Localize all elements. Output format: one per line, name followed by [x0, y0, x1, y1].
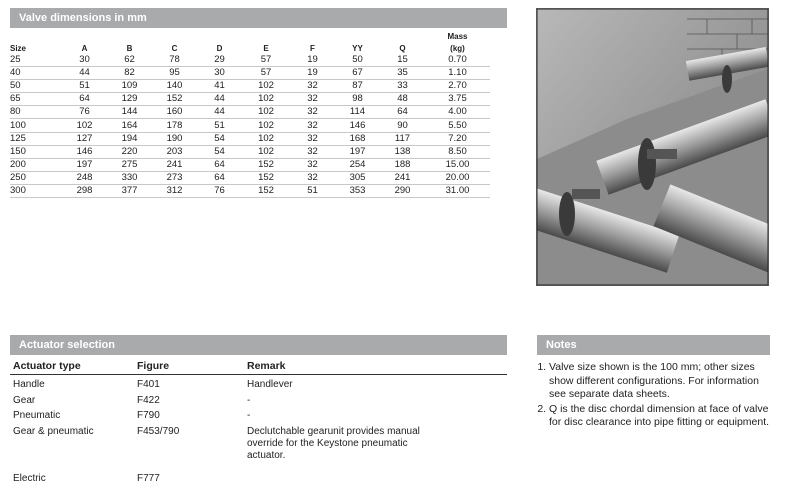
table-cell: 330 [121, 171, 138, 183]
table-cell: 32 [307, 119, 318, 131]
table-cell: 64 [397, 106, 408, 118]
table-cell: 353 [349, 184, 366, 196]
table-cell: 35 [397, 67, 408, 79]
mass-header-row [10, 30, 490, 42]
valve-installation-photo [536, 8, 769, 286]
actuator-figure: F777 [137, 473, 160, 484]
table-cell: 117 [394, 132, 411, 144]
table-cell: 248 [76, 171, 93, 183]
table-cell: 40 [10, 67, 21, 79]
table-cell: 241 [394, 171, 411, 183]
column-header-yy: YY [352, 43, 363, 53]
table-row [10, 171, 490, 184]
actuator-type: Gear [13, 395, 36, 406]
table-cell: 30 [214, 67, 225, 79]
table-cell: 65 [10, 93, 21, 105]
table-cell: 44 [79, 67, 90, 79]
table-cell: 95 [169, 67, 180, 79]
valve-photo-illustration [537, 9, 768, 285]
table-cell: 44 [214, 106, 225, 118]
table-cell: 152 [166, 93, 183, 105]
table-cell: 32 [307, 171, 318, 183]
table-cell: 64 [79, 93, 90, 105]
table-cell: 144 [121, 106, 138, 118]
table-cell: 190 [166, 132, 183, 144]
table-cell: 275 [121, 158, 138, 170]
table-row [10, 80, 490, 93]
table-cell: 32 [307, 158, 318, 170]
column-header-mass: (kg) [450, 43, 465, 53]
table-cell: 188 [394, 158, 411, 170]
actuator-remark: Handlever [247, 379, 293, 390]
actuator-type: Electric [13, 473, 46, 484]
table-cell: 82 [124, 67, 135, 79]
actuator-header-rule [10, 374, 507, 375]
table-cell: 102 [258, 145, 274, 157]
table-cell: 109 [121, 80, 138, 92]
table-cell: 114 [349, 106, 366, 118]
table-cell: 90 [397, 119, 408, 131]
table-cell: 20.00 [445, 171, 470, 183]
table-cell: 32 [307, 80, 318, 92]
column-header-row [10, 42, 490, 54]
table-cell: 15.00 [445, 158, 470, 170]
actuator-remark: Declutchable gearunit provides manual override for the Keystone pneumatic actuator. [247, 426, 420, 461]
actuator-type: Gear & pneumatic [13, 426, 94, 437]
table-cell: 152 [258, 184, 274, 196]
column-header-f: F [310, 43, 315, 53]
table-cell: 32 [307, 145, 318, 157]
table-cell: 298 [76, 184, 93, 196]
actuator-remark: - [247, 410, 251, 421]
table-cell: 67 [352, 67, 363, 79]
table-cell: 32 [307, 106, 318, 118]
column-header-q: Q [399, 43, 406, 53]
table-cell: 3.75 [448, 93, 467, 105]
table-cell: 87 [352, 80, 363, 92]
column-header-size: Size [10, 43, 27, 53]
actuator-type: Pneumatic [13, 410, 61, 421]
table-cell: 102 [258, 119, 274, 131]
table-row [10, 54, 490, 67]
table-cell: 57 [260, 67, 272, 79]
table-cell: 150 [10, 145, 26, 157]
table-cell: 41 [214, 80, 225, 92]
table-cell: 25 [10, 54, 21, 66]
table-cell: 76 [214, 184, 225, 196]
table-cell: 160 [166, 106, 183, 118]
actuator-type: Handle [13, 379, 45, 390]
actuator-figure: F401 [137, 379, 160, 390]
table-cell: 140 [166, 80, 183, 92]
table-cell: 152 [258, 171, 274, 183]
table-cell: 54 [214, 132, 225, 144]
table-cell: 290 [394, 184, 411, 196]
table-cell: 2.70 [448, 80, 467, 92]
column-header-c: C [171, 43, 178, 53]
column-header-e: E [263, 43, 269, 53]
table-cell: 178 [166, 119, 183, 131]
figure-header: Figure [137, 360, 170, 372]
table-cell: 300 [10, 184, 26, 196]
table-cell: 152 [258, 158, 274, 170]
valve-dimensions-header: Valve dimensions in mm [10, 8, 507, 28]
table-cell: 78 [169, 54, 180, 66]
table-cell: 250 [10, 171, 26, 183]
table-cell: 102 [258, 106, 274, 118]
actuator-table [10, 360, 507, 490]
note-item: 1. Valve size shown is the 100 mm; other sizes show different configurations. For information see separate data sheets. [549, 361, 772, 402]
table-cell: 197 [76, 158, 93, 170]
table-cell: 54 [214, 145, 225, 157]
valve-dimensions-body [10, 54, 490, 198]
table-cell: 62 [124, 54, 135, 66]
table-cell: 102 [258, 80, 274, 92]
table-cell: 4.00 [448, 106, 467, 118]
table-cell: 51 [79, 80, 90, 92]
column-header-d: D [216, 43, 223, 53]
table-cell: 0.70 [448, 54, 467, 66]
table-cell: 57 [260, 54, 272, 66]
table-cell: 305 [349, 171, 366, 183]
table-cell: 1.10 [448, 67, 467, 79]
table-cell: 15 [397, 54, 408, 66]
table-cell: 102 [76, 119, 93, 131]
table-cell: 98 [352, 93, 363, 105]
actuator-figure: F790 [137, 410, 160, 421]
table-cell: 19 [307, 67, 318, 79]
table-row [10, 67, 490, 80]
note-item: 2. Q is the disc chordal dimension at face of valve for disc clearance into pipe fitting or equipment. [549, 403, 772, 430]
table-row [10, 132, 490, 145]
table-cell: 48 [397, 93, 408, 105]
table-cell: 80 [10, 106, 21, 118]
table-cell: 32 [307, 93, 318, 105]
table-cell: 64 [214, 158, 225, 170]
table-cell: 194 [121, 132, 138, 144]
actuator-selection-header: Actuator selection [10, 335, 507, 355]
table-cell: 76 [79, 106, 90, 118]
table-cell: 200 [10, 158, 26, 170]
table-cell: 8.50 [448, 145, 467, 157]
actuator-type-header: Actuator type [13, 360, 81, 372]
table-cell: 102 [258, 93, 274, 105]
table-cell: 129 [121, 93, 138, 105]
table-cell: 168 [349, 132, 366, 144]
table-cell: 138 [394, 145, 411, 157]
notes-list [537, 361, 772, 431]
column-header-a: A [81, 43, 88, 53]
table-row [10, 106, 490, 119]
table-row [10, 119, 490, 132]
table-cell: 102 [258, 132, 274, 144]
table-cell: 254 [349, 158, 366, 170]
actuator-remark: - [247, 395, 251, 406]
table-cell: 220 [121, 145, 138, 157]
table-cell: 33 [397, 80, 408, 92]
table-cell: 30 [79, 54, 90, 66]
table-cell: 203 [166, 145, 183, 157]
table-cell: 29 [214, 54, 225, 66]
table-cell: 19 [307, 54, 318, 66]
table-cell: 164 [121, 119, 138, 131]
table-cell: 100 [10, 119, 26, 131]
mass-label: Mass [447, 31, 468, 41]
table-row [10, 93, 490, 106]
table-cell: 146 [76, 145, 93, 157]
table-row [10, 158, 490, 171]
actuator-figure: F422 [137, 395, 160, 406]
table-cell: 127 [76, 132, 93, 144]
table-cell: 51 [307, 184, 318, 196]
table-cell: 44 [214, 93, 225, 105]
table-cell: 273 [166, 171, 183, 183]
table-cell: 32 [307, 132, 318, 144]
table-cell: 31.00 [445, 184, 470, 196]
table-cell: 197 [349, 145, 366, 157]
actuator-figure: F453/790 [137, 426, 180, 437]
table-cell: 7.20 [448, 132, 467, 144]
table-cell: 50 [10, 80, 21, 92]
table-cell: 5.50 [448, 119, 467, 131]
table-cell: 50 [352, 54, 363, 66]
remark-header: Remark [247, 360, 286, 372]
table-cell: 377 [121, 184, 138, 196]
table-row [10, 184, 490, 197]
table-cell: 146 [349, 119, 366, 131]
table-row [10, 145, 490, 158]
valve-dimensions-table [10, 30, 490, 198]
table-cell: 241 [166, 158, 183, 170]
table-cell: 125 [10, 132, 26, 144]
table-cell: 51 [214, 119, 225, 131]
table-cell: 312 [166, 184, 183, 196]
table-cell: 64 [214, 171, 225, 183]
column-header-b: B [126, 43, 133, 53]
notes-header: Notes [537, 335, 770, 355]
